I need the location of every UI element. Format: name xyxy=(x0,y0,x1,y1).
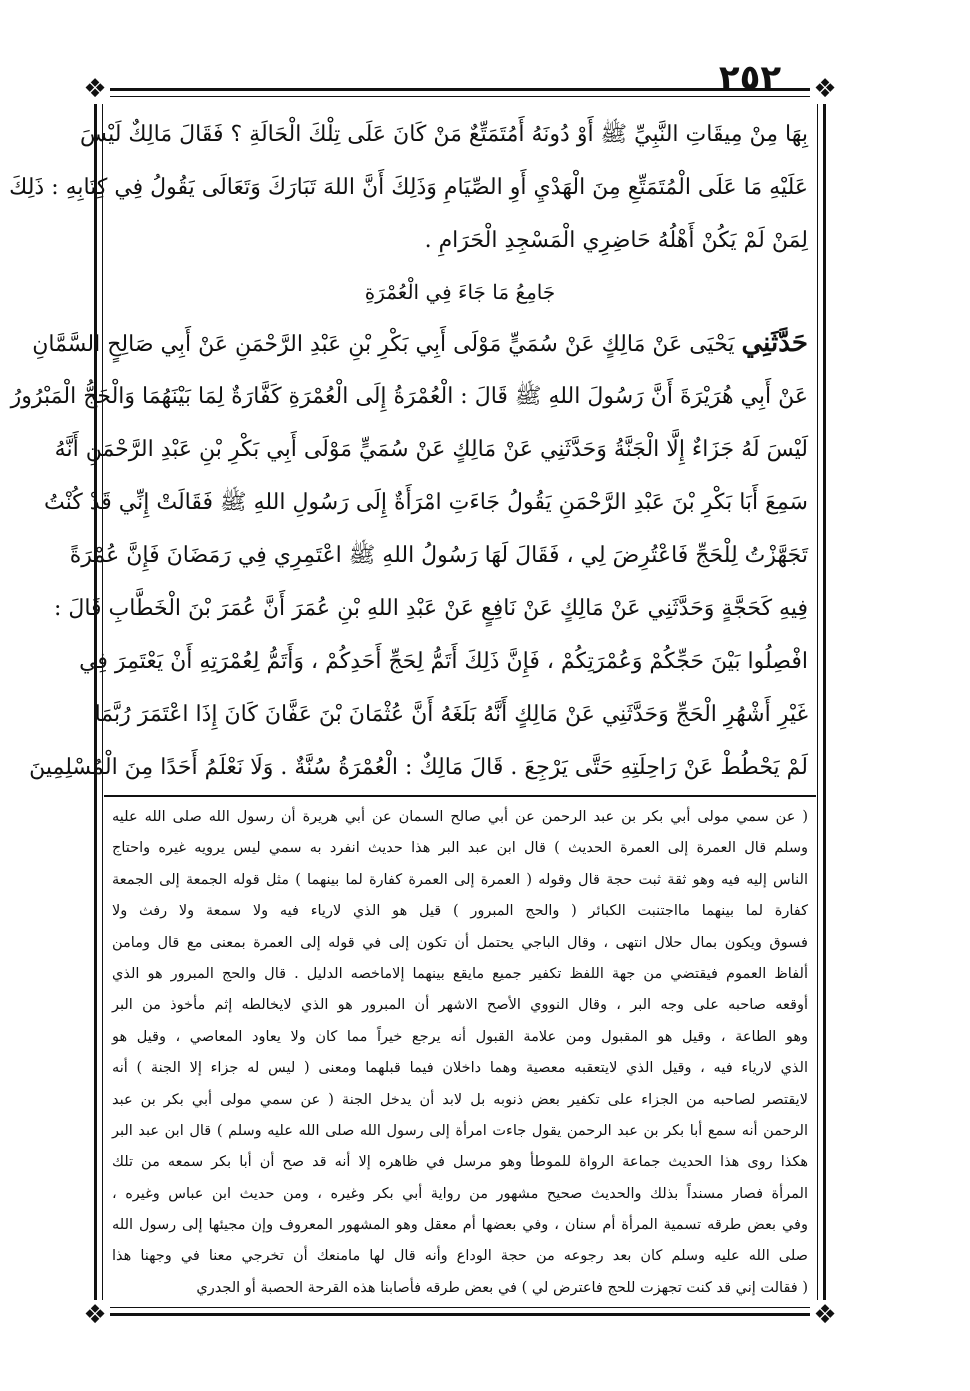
hadith-lead: حَدَّثَنِي xyxy=(741,328,808,358)
main-line: عَلَيْهِ مَا عَلَى الْمُتَمَتِّعِ مِنَ الْهَدْيِ أَوِ الصِّيَامِ وَذَلِكَ أَنَّ اللهَ تَبَارَكَ وَتَعَالَى يَقُولُ فِي كِتَابِهِ : ذَلِكَ xyxy=(9,175,808,200)
note-line: ألفاظ العموم فيقتضي من جهة اللفظ تكفير جميع مايقع بينهما إلاماخصه الدليل . قال والحج المبرور هو الذي xyxy=(112,965,808,982)
hadith-line: تَجَهَّزْتُ لِلْحَجِّ فَاعْتُرِضَ لِي ، فَقَالَ لَهَا رَسُولُ اللهِ ﷺ اعْتَمِرِي فِي رَمَضَانَ فَإِنَّ عُمْرَةً xyxy=(69,543,808,568)
hadith-text: يَحْيَى عَنْ مَالِكٍ عَنْ سُمَيٍّ مَوْلَى أَبِي بَكْرِ بْنِ عَبْدِ الرَّحْمَنِ عَنْ أَبِي صَالِحٍ السَّمَّانِ xyxy=(32,332,742,357)
note-line: المرأة فصار مسنداً بذلك والحديث صحيح مشهور من رواية أبي بكر وغيره ، ومن حديث ابن عباس وغيره ، xyxy=(112,1185,808,1202)
hadith-line: فِيهِ كَحَجَّةٍ وَحَدَّثَنِي عَنْ مَالِكٍ عَنْ نَافِعٍ عَنْ عَبْدِ اللهِ بْنِ عُمَرَ أَنَّ عُمَرَ بْنَ الْخَطَّابِ قَالَ : xyxy=(53,596,808,621)
corner-ornament-icon: ❖ xyxy=(810,1300,840,1330)
main-line: لِمَنْ لَمْ يَكُنْ أَهْلُهُ حَاضِرِي الْمَسْجِدِ الْحَرَامِ . xyxy=(424,228,808,253)
note-line: وفي بعض طرقه تسمية المرأة أم سنان ، وفي بعضها أم معقل وهو المشهور المعروف وإن مجيئها إلى رسول الله xyxy=(112,1217,808,1234)
hadith-line: افْصِلُوا بَيْنَ حَجِّكُمْ وَعُمْرَتِكُمْ ، فَإِنَّ ذَلِكَ أَتَمُّ لِحَجِّ أَحَدِكُمْ ، وَأَتَمُّ لِعُمْرَتِهِ أَنْ يَعْتَمِرَ فِي xyxy=(79,649,808,674)
note-line: فسوق ويكون بمال حلال انتهى ، وقال الباجي يحتمل أن تكون إلى في قوله إلى العمرة بمعنى مع قال ومامن xyxy=(112,934,808,951)
main-line: بِهَا مِنْ مِيقَاتِ النَّبِيِّ ﷺ أَوْ دُونَهُ أَمُتَمَتِّعٌ مَنْ كَانَ عَلَى تِلْكَ الْحَالَةِ ؟ فَقَالَ مَالِكٌ لَيْسَ xyxy=(80,122,808,147)
hadith-line: عَنْ أَبِي هُرَيْرَةَ أَنَّ رَسُولَ اللهِ ﷺ قَالَ : الْعُمْرَةُ إِلَى الْعُمْرَةِ كَفَّارَةٌ لِمَا بَيْنَهُمَا وَالْحَجُّ الْمَبْرُورُ xyxy=(10,384,808,409)
section-title: جَامِعُ مَا جَاءَ فِي الْعُمْرَةِ xyxy=(364,280,556,304)
note-line: وهو الطاعة ، وقيل هو المقبول ومن علامة القبول أنه يرجع خيراً مما كان ولا يعاود المعاصي ، وقيل هو xyxy=(112,1028,808,1045)
corner-ornament-icon: ❖ xyxy=(80,1300,110,1330)
corner-ornament-icon: ❖ xyxy=(810,74,840,104)
note-line: ( عن سمي مولى أبي بكر بن عبد الرحمن عن أبي صالح السمان عن أبي هريرة أن رسول الله صلى الله عليه xyxy=(112,809,808,825)
note-line: كفارة لما بينهما مااجتنبت الكبائر ( والحج المبرور ) قيل هو الذي لارياء فيه ولا سمعة ولا رفث ولا xyxy=(112,903,808,920)
note-line: صلى الله عليه وسلم كان بعد رجوعه من حجة الوداع وأنه قال لها مامنعك أن تخرجي معنا في وجهنا هذا xyxy=(112,1248,808,1265)
note-line: وسلم قال العمرة إلى العمرة الحديث ) قال ابن عبد البر هذا حديث انفرد به سمي ليس يرويه غيره واحتاج xyxy=(112,840,808,857)
hadith-line: غَيْرِ أَشْهُرِ الْحَجِّ وَحَدَّثَنِي عَنْ مَالِكٍ أَنَّهُ بَلَغَهُ أَنَّ عُثْمَانَ بْنَ عَفَّانَ كَانَ إِذَا اعْتَمَرَ رُبَّمَا xyxy=(94,702,808,727)
footnote-divider xyxy=(104,795,816,797)
note-line: الذي لارياء فيه ، وقيل الذي لايتعقبه معصية وهما داخلان فيما قبلهما ومعنى ( ليس له جزاء إلا الجنة ) أنه xyxy=(112,1060,808,1077)
note-line: الرحمن أنه سمع أبا بكر بن عبد الرحمن يقول جاءت امرأة إلى رسول الله صلى الله عليه وسلم ) قال ابن عبد البر xyxy=(112,1122,808,1139)
hadith-line: لَيْسَ لَهُ جَزَاءٌ إِلَّا الْجَنَّةُ وَحَدَّثَنِي عَنْ مَالِكٍ عَنْ سُمَيٍّ مَوْلَى أَبِي بَكْرِ بْنِ عَبْدِ الرَّحْمَنِ أَنَّهُ xyxy=(54,437,808,462)
hadith-line xyxy=(32,317,808,370)
note-line: ( فقالت إني قد كنت تجهزت للحج فاعترض لي ) في بعض طرقه فأصابنا هذه القرحة الحصبة أو الجدري xyxy=(196,1279,808,1296)
page-number: ٢٥٢ xyxy=(718,58,782,98)
note-line: الناس إليه فيه وهو ثقة ثبت حجة قال وقوله ( العمرة إلى العمرة كفارة لما بينهما ) مثل قوله الجمعة إلى الجمعة xyxy=(112,871,808,888)
note-line: لايقتصر لصاحبه من الجزاء على تكفير بعض ذنوبه بل لابد أن يدخل الجنة ( عن سمي مولى أبي بكر بن عبد xyxy=(112,1091,808,1108)
note-line: هكذا روى هذا الحديث جماعة الرواة للموطأ وهو مرسل في ظاهره إلا أنه قد صح أن أبا بكر سمعه من تلك xyxy=(112,1154,808,1171)
note-line: أوقعه صاحبه على وجه البر ، وقال النووي الأصح الاشهر أن المبرور هو الذي لايخالطه إثم مأخوذ من البر xyxy=(112,997,808,1014)
corner-ornament-icon: ❖ xyxy=(80,74,110,104)
commentary-notes xyxy=(112,802,808,1304)
hadith-line: سَمِعَ أَبَا بَكْرِ بْنَ عَبْدِ الرَّحْمَنِ يَقُولُ جَاءَتِ امْرَأَةٌ إِلَى رَسُولِ اللهِ ﷺ فَقَالَتْ إِنِّي قَدْ كُنْتُ xyxy=(44,490,808,515)
hadith-line: لَمْ يَحْطُطْ عَنْ رَاحِلَتِهِ حَتَّى يَرْجِعَ . قَالَ مَالِكٌ : الْعُمْرَةُ سُنَّةٌ . وَلَا نَعْلَمُ أَحَدًا مِنَ الْمُسْلِمِينَ xyxy=(29,755,808,780)
main-text xyxy=(9,108,808,794)
